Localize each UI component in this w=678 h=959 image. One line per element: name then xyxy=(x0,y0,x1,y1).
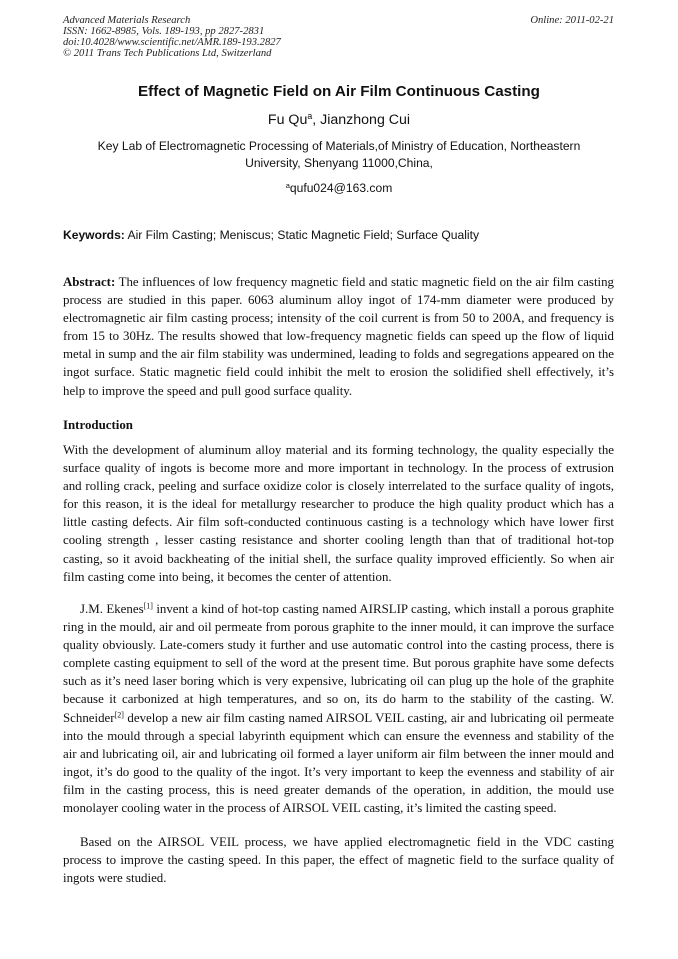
keywords-label: Keywords: xyxy=(63,228,125,242)
paragraph-text: invent a kind of hot-top casting named AIRSLIP casting, which install a porous graphite ring in the mould, air and oil permeate from porous graphite to the inner mould, it can improve the surface quality obviously. Late-comers study it further and use automatic control into the casting process, there is complete casting equipment to sell of the word at the present time. But porous graphite have some defects such as it’s need laser boring which is very expensive, lubricating oil can plug up the hole of the graphite because it carbonized at high temperatures, and so on, its do harm to the stability of the casting. W. Schneider xyxy=(63,602,614,725)
abstract-text: The influences of low frequency magnetic field and static magnetic field on the air film casting process are studied in this paper. 6063 aluminum alloy ingot of 174-mm diameter were produced by electromagnetic air film casting process; intensity of the coil current is from 50 to 200A, and frequency is from 15 to 30Hz. The results showed that low-frequency magnetic fields can speed up the flow of liquid metal in sump and the air film stability was undermined, leading to folds and segregations appeared on the ingot surface. Static magnetic field could inhibit the melt to erosion the solidified shell effectively, it’s help to improve the speed and pull good surface quality. xyxy=(63,275,614,398)
email-affiliation-mark: a xyxy=(285,180,290,190)
copyright-line: © 2011 Trans Tech Publications Ltd, Switzerland xyxy=(63,48,272,59)
body-paragraph xyxy=(63,441,614,586)
paragraph-text: develop a new air film casting named AIRSOL VEIL casting, air and lubricating oil permeate into the mould through a special labyrinth equipment which can ensure the evenness and stability of the air and lubricating oil, air and lubricating oil formed a layer uniform air film between the inner mould and ingot, it’s do good to the quality of the ingot. It’s very important to keep the evenness and stability of air film in the casting process, this is need greater demands of the operation, in addition, the mould use monolayer cooling water in the process of AIRSOL VEIL casting, it’s limited the casting speed. xyxy=(63,710,614,816)
journal-name: Advanced Materials Research xyxy=(63,15,191,26)
citation-ref: [2] xyxy=(114,710,124,720)
keywords-text: Air Film Casting; Meniscus; Static Magnetic Field; Surface Quality xyxy=(124,228,480,242)
abstract xyxy=(63,273,614,400)
journal-header xyxy=(63,15,614,59)
section-heading: Introduction xyxy=(63,418,133,432)
online-date: Online: 2011-02-21 xyxy=(530,15,614,26)
body-paragraph xyxy=(63,833,614,887)
abstract-label: Abstract: xyxy=(63,275,116,289)
issn-line: ISSN: 1662-8985, Vols. 189-193, pp 2827-2831 xyxy=(63,26,265,37)
affiliation-line: University, Shenyang 11000,China, xyxy=(245,156,433,170)
author-email xyxy=(0,181,678,196)
author-name: Jianzhong Cui xyxy=(320,112,411,128)
doi-line: doi:10.4028/www.scientific.net/AMR.189-193.2827 xyxy=(63,37,281,48)
paper-title: Effect of Magnetic Field on Air Film Continuous Casting xyxy=(138,83,540,100)
author-separator: , xyxy=(312,112,321,128)
email-address: qufu024@163.com xyxy=(289,181,393,195)
paragraph-text: J.M. Ekenes xyxy=(80,602,144,616)
affiliation-line: Key Lab of Electromagnetic Processing of Materials,of Ministry of Education, Northeastern xyxy=(97,139,581,153)
author-affiliation-mark: a xyxy=(307,111,313,122)
author-name: Fu Qu xyxy=(267,112,308,128)
body-paragraph xyxy=(63,600,614,817)
citation-ref: [1] xyxy=(143,601,153,611)
affiliation xyxy=(0,138,678,172)
keywords xyxy=(63,228,614,243)
paragraph-text: With the development of aluminum alloy material and its forming technology, the quality especially the surface quality of ingots is become more and more important in technology. In the process of extrusion and rolling crack, peeling and surface oxidize color is closely interrelated to the surface quality of ingots, for this reason, it is the ideal for metallurgy researcher to produce the high quality product which has a little casting defects. Air film soft-conducted continuous casting is a technology which have lower first cooling strength , lesser casting resistance and shorter cooling length than that of traditional hot-top casting, so it avoid backheating of the initial shell, the surface quality improved efficiently. So when air film casting come into being, it becomes the center of attention. xyxy=(63,443,614,584)
paragraph-text: Based on the AIRSOL VEIL process, we have applied electromagnetic field in the VDC casting process to improve the casting speed. In this paper, the effect of magnetic field to the surface quality of ingots were studied. xyxy=(63,835,614,886)
author-line xyxy=(0,112,678,129)
